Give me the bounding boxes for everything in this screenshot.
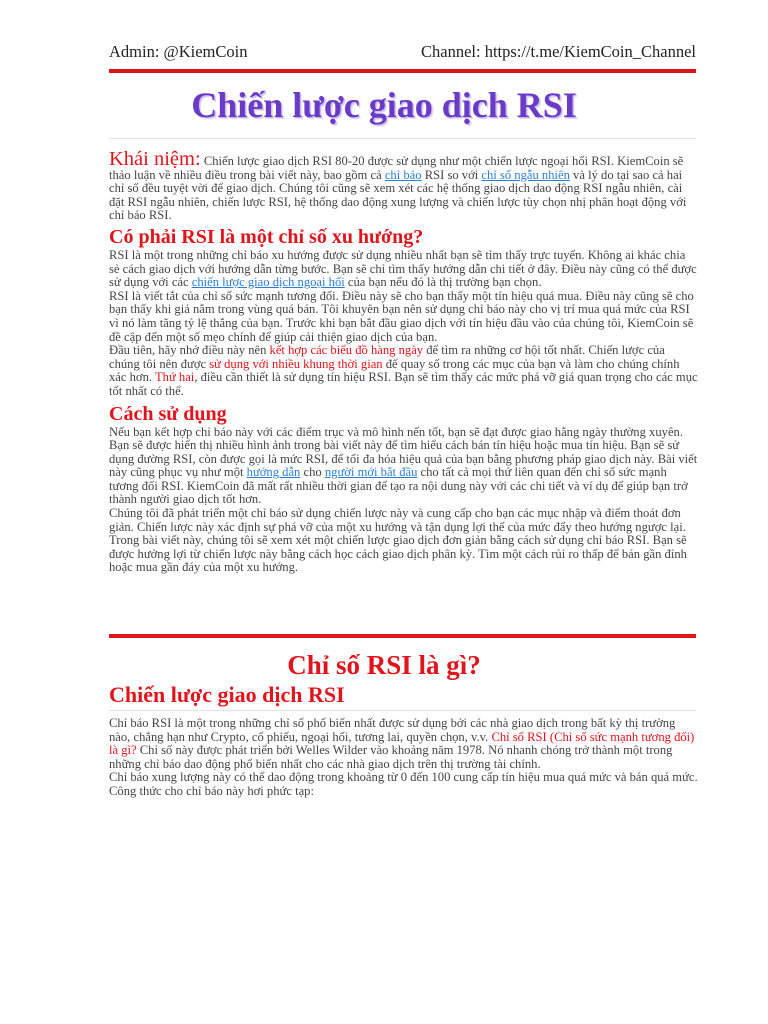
section2-paragraph-3: Chúng tôi đã phát triển một chỉ báo sử dụng chiến lược này và cung cấp cho bạn các mục nhập và điểm thoát đơn giản. Chiến lược này xác định sự phá vỡ của một xu hướng và tận dụng lợi thế của mức đẩy theo hướng ngược lại. Trong bài viết này, chúng tôi sẽ xem xét một chiến lược giao dịch đơn giản bằng cách sử dụng chỉ báo RSI. Bạn sẽ được hưởng lợi từ chiến lược này bằng cách học cách giao dịch phân kỳ. Tìm một cách rủi ro thấp để bán gần đỉnh hoặc mua gần đáy của một xu hướng.	[109, 506, 687, 575]
link-nguoi-moi-bat-dau[interactable]: người mới bắt đầu	[324, 465, 418, 480]
section2-paragraph-1: Nếu bạn kết hợp chỉ báo này với các điểm trục và mô hình nến tốt, bạn sẽ đạt được giao hằng ngày thường xuyên.	[109, 424, 683, 439]
admin-handle: Admin: @KiemCoin	[109, 42, 248, 61]
link-chi-so-ngau-nhien[interactable]: chỉ số ngẫu nhiên	[481, 167, 570, 182]
section2-paragraph-2: Bạn sẽ được hiển thị nhiều hình ảnh trong bài viết này để tìm hiểu cách bán tín hiệu hoặc mua tín hiệu. Bạn sẽ sử dụng đường RSI, còn được gọi là mức RSI, để tối đa hóa hiệu quả của bạn bằng phương pháp giao dịch này. Bài viết này cũng phục vụ như một hướng dẫn cho người mới bắt đầu cho tất cả mọi thứ liên quan đến chỉ số sức mạnh tương đối RSI. KiemCoin đã mất rất nhiều thời gian để tạo ra nội dung này với các chi tiết và ví dụ để giúp bạn trở thành người giao dịch tốt hơn.	[109, 438, 698, 507]
title-divider	[109, 138, 696, 139]
channel-url: Channel: https://t.me/KiemCoin_Channel	[421, 42, 696, 61]
content-block-1	[109, 148, 698, 575]
section-subtitle-rsi-strategy: Chiến lược giao dịch RSI	[109, 682, 345, 707]
link-forex-strategy[interactable]: chiến lược giao dịch ngoại hối	[191, 275, 345, 290]
section1-paragraph-1: RSI là một trong những chỉ báo xu hướng được sử dụng nhiều nhất bạn sẽ tìm thấy trực tuyến. Không ai khác chia sẻ cách giao dịch với hướng dẫn từng bước. Bạn sẽ chỉ tìm thấy hướng dẫn chi tiết ở đây. Điều này cũng có thể được sử dụng với các chiến lược giao dịch ngoại hối của bạn nếu đó là thị trường bạn chọn.	[109, 247, 697, 290]
middle-red-divider	[109, 634, 696, 638]
section3-paragraph-3: Công thức cho chỉ báo này hơi phức tạp:	[109, 783, 314, 798]
intro-paragraph: Khái niệm: Chiến lược giao dịch RSI 80-20 được sử dụng như một chiến lược ngoại hối RSI. KiemCoin sẽ thảo luận về nhiều điều trong bài viết này, bao gồm cả chỉ báo RSI so với chỉ số ngẫu nhiên và lý do tại sao cả hai chỉ số đều tuyệt vời để giao dịch. Chúng tôi cũng sẽ xem xét các hệ thống giao dịch dao động RSI ngẫu nhiên, cài đặt RSI ngẫu nhiên, chiến lược RSI, hệ thống dao động xung lượng và chiến lược tùy chọn nhị phân hoạt động với chỉ báo RSI.	[109, 148, 687, 223]
section-heading-trend: Có phải RSI là một chỉ số xu hướng?	[109, 225, 424, 248]
section3-paragraph-2: Chỉ báo xung lượng này có thể dao động trong khoảng từ 0 đến 100 cung cấp tín hiệu mua quá mức và bán quá mức.	[109, 770, 698, 785]
section1-paragraph-2: RSI là viết tắt của chỉ số sức mạnh tương đối. Điều này sẽ cho bạn thấy một tín hiệu quá mua. Điều này cũng sẽ cho bạn thấy khi giá nằm trong vùng quá bán. Tôi khuyên bạn nên sử dụng chỉ báo này cho vị trí mua quá mức của RSI vì nó làm tăng tỷ lệ thắng của bạn. Trước khi bạn bắt đầu giao dịch với tín hiệu đầu vào của chúng tôi, KiemCoin sẽ đề cập đến một số mẹo chính để giúp cải thiện giao dịch của bạn.	[109, 288, 694, 344]
section-title-rsi: Chỉ số RSI là gì?	[287, 650, 481, 680]
subtitle-divider	[109, 710, 696, 711]
top-red-divider	[109, 69, 696, 73]
page-header	[109, 42, 696, 64]
section-heading-usage: Cách sử dụng	[109, 402, 227, 425]
content-block-2	[109, 717, 698, 799]
document-title: Chiến lược giao dịch RSI	[191, 85, 577, 125]
link-huong-dan[interactable]: hướng dẫn	[246, 465, 301, 480]
link-chi-bao[interactable]: chỉ báo	[384, 167, 422, 182]
section1-paragraph-3: Đầu tiên, hãy nhớ điều này nên kết hợp các biểu đồ hàng ngày để tìm ra những cơ hội tốt nhất. Chiến lược của chúng tôi nên được sử dụng với nhiều khung thời gian để quay số trong các mục của bạn và làm cho chúng chính xác hơn. Thứ hai, điều cần thiết là sử dụng tín hiệu RSI. Bạn sẽ tìm thấy các mức phá vỡ giá quan trọng cho các mục tốt nhất có thể.	[109, 343, 698, 398]
intro-heading: Khái niệm:	[109, 148, 201, 170]
section3-paragraph-1: Chỉ báo RSI là một trong những chỉ số phổ biến nhất được sử dụng bởi các nhà giao dịch trong bất kỳ thị trường nào, chẳng hạn như Crypto, cổ phiếu, ngoại hối, tương lai, quyền chọn, v.v. Chỉ số RSI (Chỉ số sức mạnh tương đối) là gì? Chỉ số này được phát triển bởi Welles Wilder vào khoảng năm 1978. Nó nhanh chóng trở thành một trong những chỉ báo dao động phổ biến nhất cho các nhà giao dịch trên thị trường tài chính.	[109, 716, 695, 771]
